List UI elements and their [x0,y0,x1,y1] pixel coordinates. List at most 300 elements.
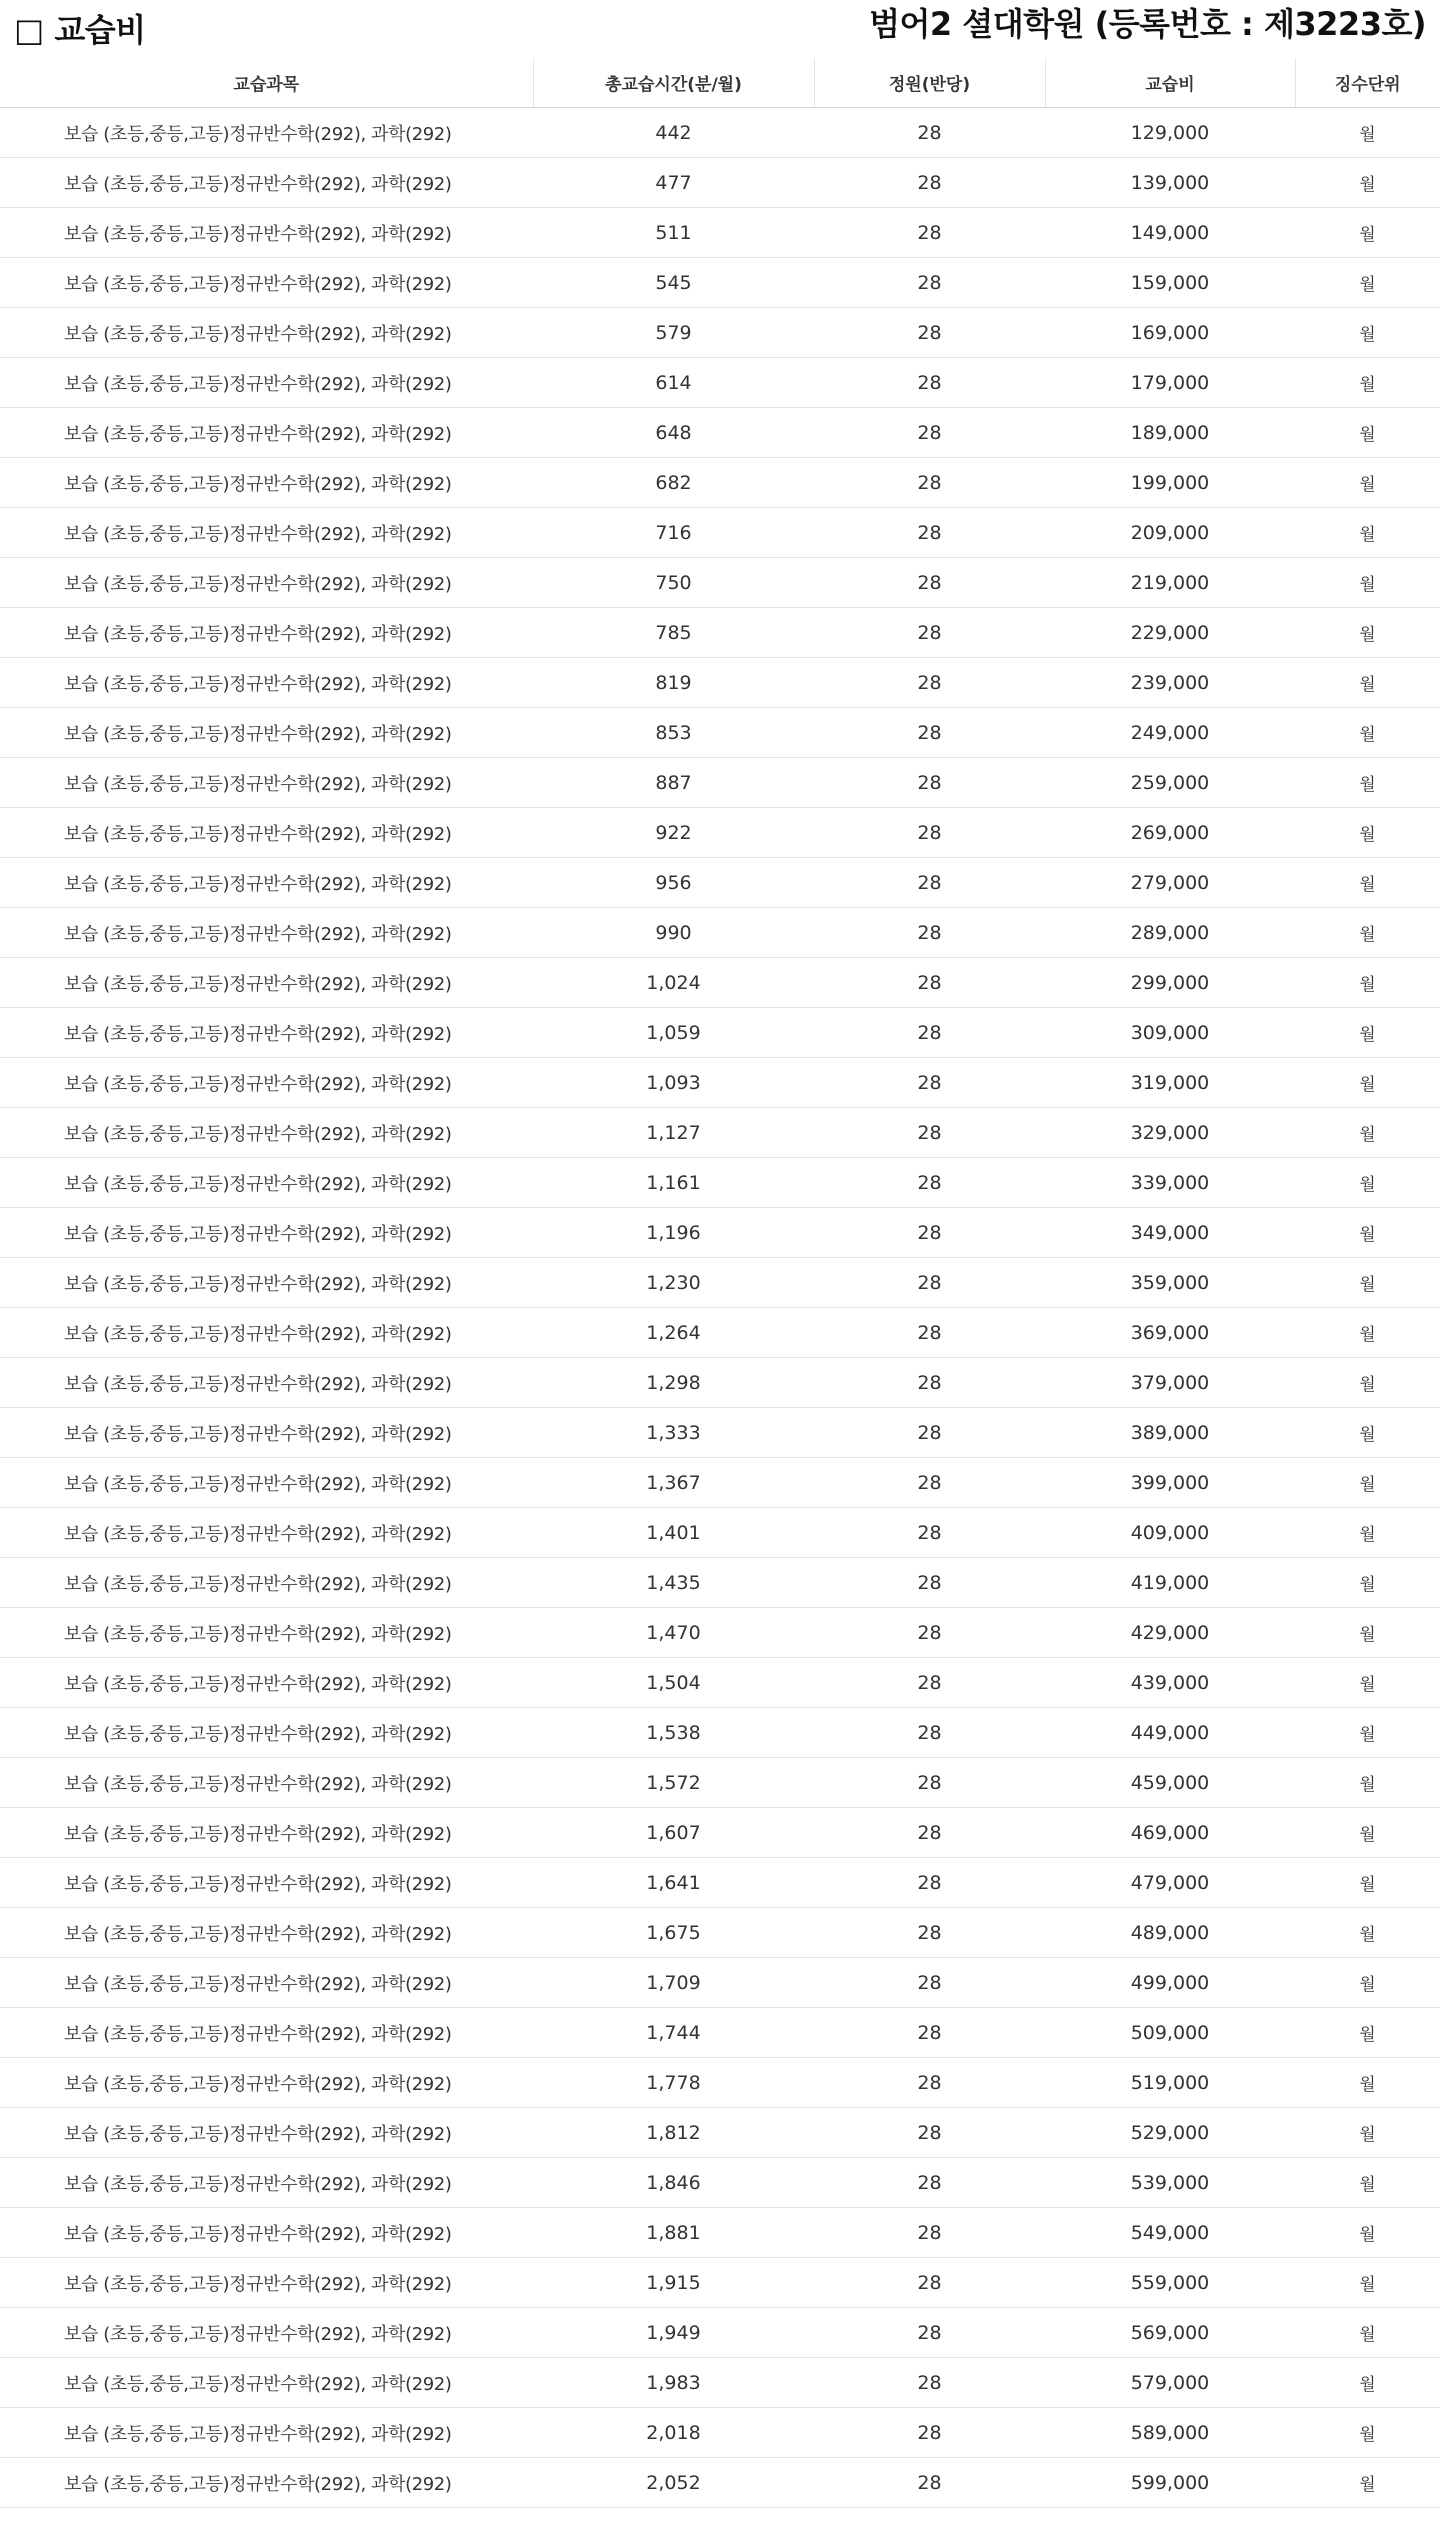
cell-billing-unit: 월 [1295,908,1440,958]
cell-billing-unit: 월 [1295,858,1440,908]
cell-total-time: 1,127 [533,1108,814,1158]
cell-total-time: 1,024 [533,958,814,1008]
table-row [0,258,1440,308]
cell-total-time: 1,641 [533,1858,814,1908]
cell-billing-unit: 월 [1295,1758,1440,1808]
table-row [0,558,1440,608]
cell-capacity: 28 [814,1258,1045,1308]
table-row [0,2208,1440,2258]
cell-billing-unit: 월 [1295,1608,1440,1658]
cell-fee: 159,000 [1045,258,1295,308]
cell-fee: 449,000 [1045,1708,1295,1758]
cell-billing-unit: 월 [1295,1458,1440,1508]
cell-capacity: 28 [814,958,1045,1008]
cell-subject: 보습 (초등,중등,고등)정규반수학(292), 과학(292) [0,608,533,658]
table-row [0,908,1440,958]
table-row [0,1608,1440,1658]
cell-capacity: 28 [814,758,1045,808]
cell-subject: 보습 (초등,중등,고등)정규반수학(292), 과학(292) [0,858,533,908]
cell-fee: 499,000 [1045,1958,1295,2008]
cell-fee: 329,000 [1045,1108,1295,1158]
cell-subject: 보습 (초등,중등,고등)정규반수학(292), 과학(292) [0,1508,533,1558]
cell-fee: 389,000 [1045,1408,1295,1458]
cell-subject: 보습 (초등,중등,고등)정규반수학(292), 과학(292) [0,2158,533,2208]
cell-capacity: 28 [814,1408,1045,1458]
cell-billing-unit: 월 [1295,308,1440,358]
cell-capacity: 28 [814,2058,1045,2108]
cell-billing-unit: 월 [1295,1558,1440,1608]
cell-fee: 359,000 [1045,1258,1295,1308]
table-row [0,1458,1440,1508]
cell-billing-unit: 월 [1295,408,1440,458]
cell-fee: 339,000 [1045,1158,1295,1208]
cell-total-time: 579 [533,308,814,358]
academy-info: 범어2 셜대학원 (등록번호 : 제3223호) [869,5,1426,43]
cell-total-time: 716 [533,508,814,558]
cell-subject: 보습 (초등,중등,고등)정규반수학(292), 과학(292) [0,208,533,258]
cell-capacity: 28 [814,658,1045,708]
cell-subject: 보습 (초등,중등,고등)정규반수학(292), 과학(292) [0,2008,533,2058]
cell-subject: 보습 (초등,중등,고등)정규반수학(292), 과학(292) [0,158,533,208]
cell-capacity: 28 [814,2158,1045,2208]
cell-fee: 279,000 [1045,858,1295,908]
cell-subject: 보습 (초등,중등,고등)정규반수학(292), 과학(292) [0,308,533,358]
cell-capacity: 28 [814,2208,1045,2258]
cell-subject: 보습 (초등,중등,고등)정규반수학(292), 과학(292) [0,1958,533,2008]
cell-capacity: 28 [814,358,1045,408]
cell-total-time: 614 [533,358,814,408]
cell-capacity: 28 [814,408,1045,458]
cell-capacity: 28 [814,2308,1045,2358]
cell-total-time: 511 [533,208,814,258]
cell-subject: 보습 (초등,중등,고등)정규반수학(292), 과학(292) [0,458,533,508]
table-row [0,808,1440,858]
cell-capacity: 28 [814,2458,1045,2508]
cell-fee: 149,000 [1045,208,1295,258]
cell-total-time: 1,504 [533,1658,814,1708]
cell-total-time: 1,538 [533,1708,814,1758]
cell-fee: 479,000 [1045,1858,1295,1908]
cell-fee: 589,000 [1045,2408,1295,2458]
cell-subject: 보습 (초등,중등,고등)정규반수학(292), 과학(292) [0,108,533,158]
cell-total-time: 1,949 [533,2308,814,2358]
cell-subject: 보습 (초등,중등,고등)정규반수학(292), 과학(292) [0,358,533,408]
table-row [0,958,1440,1008]
cell-billing-unit: 월 [1295,1108,1440,1158]
cell-capacity: 28 [814,1658,1045,1708]
cell-total-time: 1,812 [533,2108,814,2158]
cell-subject: 보습 (초등,중등,고등)정규반수학(292), 과학(292) [0,2258,533,2308]
table-row [0,1758,1440,1808]
cell-subject: 보습 (초등,중등,고등)정규반수학(292), 과학(292) [0,1008,533,1058]
cell-capacity: 28 [814,858,1045,908]
cell-billing-unit: 월 [1295,2008,1440,2058]
cell-subject: 보습 (초등,중등,고등)정규반수학(292), 과학(292) [0,1758,533,1808]
cell-capacity: 28 [814,808,1045,858]
table-row [0,1408,1440,1458]
cell-billing-unit: 월 [1295,608,1440,658]
cell-fee: 309,000 [1045,1008,1295,1058]
cell-capacity: 28 [814,1908,1045,1958]
cell-capacity: 28 [814,1558,1045,1608]
cell-capacity: 28 [814,158,1045,208]
table-row [0,458,1440,508]
cell-billing-unit: 월 [1295,2358,1440,2408]
cell-total-time: 1,915 [533,2258,814,2308]
cell-total-time: 648 [533,408,814,458]
cell-total-time: 1,059 [533,1008,814,1058]
cell-billing-unit: 월 [1295,708,1440,758]
cell-subject: 보습 (초등,중등,고등)정규반수학(292), 과학(292) [0,2358,533,2408]
cell-subject: 보습 (초등,중등,고등)정규반수학(292), 과학(292) [0,1558,533,1608]
cell-billing-unit: 월 [1295,1308,1440,1358]
table-row [0,158,1440,208]
cell-subject: 보습 (초등,중등,고등)정규반수학(292), 과학(292) [0,658,533,708]
cell-total-time: 682 [533,458,814,508]
cell-fee: 439,000 [1045,1658,1295,1708]
cell-capacity: 28 [814,1458,1045,1508]
cell-capacity: 28 [814,108,1045,158]
cell-billing-unit: 월 [1295,2108,1440,2158]
cell-subject: 보습 (초등,중등,고등)정규반수학(292), 과학(292) [0,2408,533,2458]
table-row [0,1808,1440,1858]
cell-capacity: 28 [814,258,1045,308]
cell-capacity: 28 [814,1508,1045,1558]
table-row [0,1908,1440,1958]
cell-billing-unit: 월 [1295,1008,1440,1058]
cell-fee: 209,000 [1045,508,1295,558]
cell-billing-unit: 월 [1295,2258,1440,2308]
table-row [0,1208,1440,1258]
cell-subject: 보습 (초등,중등,고등)정규반수학(292), 과학(292) [0,758,533,808]
section-title: □ 교습비 [14,11,146,49]
cell-subject: 보습 (초등,중등,고등)정규반수학(292), 과학(292) [0,908,533,958]
cell-fee: 469,000 [1045,1808,1295,1858]
table-row [0,708,1440,758]
cell-fee: 129,000 [1045,108,1295,158]
cell-billing-unit: 월 [1295,808,1440,858]
cell-capacity: 28 [814,1858,1045,1908]
table-row [0,1108,1440,1158]
cell-subject: 보습 (초등,중등,고등)정규반수학(292), 과학(292) [0,2208,533,2258]
table-row [0,208,1440,258]
cell-capacity: 28 [814,1358,1045,1408]
cell-fee: 269,000 [1045,808,1295,858]
table-row [0,1508,1440,1558]
cell-capacity: 28 [814,1958,1045,2008]
cell-capacity: 28 [814,2408,1045,2458]
cell-total-time: 819 [533,658,814,708]
cell-billing-unit: 월 [1295,2058,1440,2108]
cell-subject: 보습 (초등,중등,고등)정규반수학(292), 과학(292) [0,1158,533,1208]
cell-total-time: 1,161 [533,1158,814,1208]
cell-billing-unit: 월 [1295,1808,1440,1858]
cell-capacity: 28 [814,1308,1045,1358]
cell-fee: 409,000 [1045,1508,1295,1558]
cell-billing-unit: 월 [1295,1358,1440,1408]
cell-total-time: 990 [533,908,814,958]
cell-subject: 보습 (초등,중등,고등)정규반수학(292), 과학(292) [0,1308,533,1358]
cell-capacity: 28 [814,458,1045,508]
cell-capacity: 28 [814,1608,1045,1658]
cell-capacity: 28 [814,308,1045,358]
cell-total-time: 1,401 [533,1508,814,1558]
cell-total-time: 1,572 [533,1758,814,1808]
cell-subject: 보습 (초등,중등,고등)정규반수학(292), 과학(292) [0,2058,533,2108]
cell-fee: 239,000 [1045,658,1295,708]
cell-subject: 보습 (초등,중등,고등)정규반수학(292), 과학(292) [0,2458,533,2508]
table-row [0,308,1440,358]
cell-subject: 보습 (초등,중등,고등)정규반수학(292), 과학(292) [0,1608,533,1658]
tuition-fee-table [0,58,1440,2508]
cell-billing-unit: 월 [1295,1908,1440,1958]
cell-fee: 259,000 [1045,758,1295,808]
cell-fee: 399,000 [1045,1458,1295,1508]
table-row [0,608,1440,658]
table-row [0,2058,1440,2108]
cell-subject: 보습 (초등,중등,고등)정규반수학(292), 과학(292) [0,508,533,558]
table-row [0,1658,1440,1708]
cell-total-time: 1,435 [533,1558,814,1608]
header-row [0,58,1440,108]
cell-subject: 보습 (초등,중등,고등)정규반수학(292), 과학(292) [0,1458,533,1508]
page-header [0,0,1440,58]
cell-billing-unit: 월 [1295,2158,1440,2208]
cell-fee: 579,000 [1045,2358,1295,2408]
cell-fee: 349,000 [1045,1208,1295,1258]
cell-billing-unit: 월 [1295,258,1440,308]
cell-fee: 249,000 [1045,708,1295,758]
cell-billing-unit: 월 [1295,1708,1440,1758]
cell-total-time: 1,196 [533,1208,814,1258]
cell-total-time: 1,607 [533,1808,814,1858]
cell-billing-unit: 월 [1295,1258,1440,1308]
cell-subject: 보습 (초등,중등,고등)정규반수학(292), 과학(292) [0,1658,533,1708]
cell-billing-unit: 월 [1295,958,1440,1008]
cell-total-time: 1,675 [533,1908,814,1958]
cell-subject: 보습 (초등,중등,고등)정규반수학(292), 과학(292) [0,258,533,308]
cell-total-time: 2,052 [533,2458,814,2508]
table-row [0,1058,1440,1108]
cell-total-time: 1,983 [533,2358,814,2408]
table-row [0,1008,1440,1058]
cell-billing-unit: 월 [1295,1408,1440,1458]
table-row [0,658,1440,708]
cell-fee: 429,000 [1045,1608,1295,1658]
cell-billing-unit: 월 [1295,158,1440,208]
cell-total-time: 1,709 [533,1958,814,2008]
cell-fee: 459,000 [1045,1758,1295,1808]
cell-billing-unit: 월 [1295,2408,1440,2458]
cell-capacity: 28 [814,2258,1045,2308]
cell-capacity: 28 [814,1708,1045,1758]
cell-total-time: 1,367 [533,1458,814,1508]
cell-total-time: 1,881 [533,2208,814,2258]
cell-total-time: 922 [533,808,814,858]
cell-billing-unit: 월 [1295,208,1440,258]
table-row [0,408,1440,458]
cell-fee: 509,000 [1045,2008,1295,2058]
cell-fee: 419,000 [1045,1558,1295,1608]
cell-fee: 559,000 [1045,2258,1295,2308]
cell-billing-unit: 월 [1295,1958,1440,2008]
cell-total-time: 477 [533,158,814,208]
cell-subject: 보습 (초등,중등,고등)정규반수학(292), 과학(292) [0,1858,533,1908]
cell-total-time: 750 [533,558,814,608]
cell-fee: 549,000 [1045,2208,1295,2258]
cell-fee: 379,000 [1045,1358,1295,1408]
cell-total-time: 853 [533,708,814,758]
cell-total-time: 442 [533,108,814,158]
cell-capacity: 28 [814,2358,1045,2408]
table-row [0,2158,1440,2208]
cell-fee: 319,000 [1045,1058,1295,1108]
table-row [0,758,1440,808]
table-row [0,2108,1440,2158]
cell-billing-unit: 월 [1295,2208,1440,2258]
cell-total-time: 545 [533,258,814,308]
cell-subject: 보습 (초등,중등,고등)정규반수학(292), 과학(292) [0,808,533,858]
cell-capacity: 28 [814,2008,1045,2058]
cell-fee: 519,000 [1045,2058,1295,2108]
cell-billing-unit: 월 [1295,2308,1440,2358]
table-row [0,508,1440,558]
column-header-total-time: 총교습시간(분/월) [533,58,814,108]
cell-total-time: 1,093 [533,1058,814,1108]
cell-billing-unit: 월 [1295,1858,1440,1908]
cell-capacity: 28 [814,1158,1045,1208]
table-row [0,2258,1440,2308]
cell-fee: 539,000 [1045,2158,1295,2208]
table-row [0,1708,1440,1758]
table-row [0,108,1440,158]
table-row [0,2008,1440,2058]
column-header-billing-unit: 징수단위 [1295,58,1440,108]
cell-billing-unit: 월 [1295,1658,1440,1708]
cell-billing-unit: 월 [1295,658,1440,708]
cell-fee: 299,000 [1045,958,1295,1008]
table-row [0,358,1440,408]
cell-billing-unit: 월 [1295,2458,1440,2508]
cell-subject: 보습 (초등,중등,고등)정규반수학(292), 과학(292) [0,1258,533,1308]
cell-billing-unit: 월 [1295,508,1440,558]
cell-subject: 보습 (초등,중등,고등)정규반수학(292), 과학(292) [0,1708,533,1758]
cell-subject: 보습 (초등,중등,고등)정규반수학(292), 과학(292) [0,2108,533,2158]
cell-billing-unit: 월 [1295,1158,1440,1208]
cell-subject: 보습 (초등,중등,고등)정규반수학(292), 과학(292) [0,408,533,458]
cell-subject: 보습 (초등,중등,고등)정규반수학(292), 과학(292) [0,558,533,608]
cell-capacity: 28 [814,558,1045,608]
cell-subject: 보습 (초등,중등,고등)정규반수학(292), 과학(292) [0,1908,533,1958]
cell-subject: 보습 (초등,중등,고등)정규반수학(292), 과학(292) [0,1058,533,1108]
cell-total-time: 1,264 [533,1308,814,1358]
cell-fee: 489,000 [1045,1908,1295,1958]
cell-subject: 보습 (초등,중등,고등)정규반수학(292), 과학(292) [0,1358,533,1408]
cell-capacity: 28 [814,708,1045,758]
cell-total-time: 1,333 [533,1408,814,1458]
cell-capacity: 28 [814,1008,1045,1058]
cell-capacity: 28 [814,1808,1045,1858]
table-row [0,2308,1440,2358]
cell-billing-unit: 월 [1295,358,1440,408]
table-row [0,1308,1440,1358]
table-row [0,858,1440,908]
cell-fee: 229,000 [1045,608,1295,658]
table-header [0,58,1440,108]
table-row [0,1258,1440,1308]
cell-capacity: 28 [814,2108,1045,2158]
cell-fee: 199,000 [1045,458,1295,508]
cell-capacity: 28 [814,608,1045,658]
cell-total-time: 1,778 [533,2058,814,2108]
cell-subject: 보습 (초등,중등,고등)정규반수학(292), 과학(292) [0,1108,533,1158]
cell-fee: 369,000 [1045,1308,1295,1358]
cell-fee: 289,000 [1045,908,1295,958]
cell-capacity: 28 [814,1108,1045,1158]
cell-billing-unit: 월 [1295,758,1440,808]
cell-subject: 보습 (초등,중등,고등)정규반수학(292), 과학(292) [0,2308,533,2358]
cell-billing-unit: 월 [1295,1208,1440,1258]
cell-fee: 219,000 [1045,558,1295,608]
cell-total-time: 785 [533,608,814,658]
table-row [0,1558,1440,1608]
cell-fee: 139,000 [1045,158,1295,208]
cell-subject: 보습 (초등,중등,고등)정규반수학(292), 과학(292) [0,1408,533,1458]
cell-capacity: 28 [814,508,1045,558]
cell-total-time: 1,846 [533,2158,814,2208]
cell-capacity: 28 [814,1208,1045,1258]
cell-capacity: 28 [814,208,1045,258]
cell-subject: 보습 (초등,중등,고등)정규반수학(292), 과학(292) [0,1808,533,1858]
cell-billing-unit: 월 [1295,458,1440,508]
table-row [0,1158,1440,1208]
cell-capacity: 28 [814,1058,1045,1108]
cell-total-time: 956 [533,858,814,908]
cell-billing-unit: 월 [1295,108,1440,158]
cell-total-time: 2,018 [533,2408,814,2458]
cell-total-time: 1,298 [533,1358,814,1408]
cell-billing-unit: 월 [1295,1508,1440,1558]
cell-capacity: 28 [814,908,1045,958]
cell-fee: 599,000 [1045,2458,1295,2508]
cell-total-time: 1,744 [533,2008,814,2058]
cell-subject: 보습 (초등,중등,고등)정규반수학(292), 과학(292) [0,958,533,1008]
table-row [0,1958,1440,2008]
table-row [0,2408,1440,2458]
table-row [0,2358,1440,2408]
column-header-capacity: 정원(반당) [814,58,1045,108]
table-row [0,1858,1440,1908]
table-row [0,1358,1440,1408]
cell-subject: 보습 (초등,중등,고등)정규반수학(292), 과학(292) [0,1208,533,1258]
cell-total-time: 1,470 [533,1608,814,1658]
cell-billing-unit: 월 [1295,558,1440,608]
cell-fee: 569,000 [1045,2308,1295,2358]
cell-fee: 169,000 [1045,308,1295,358]
cell-fee: 529,000 [1045,2108,1295,2158]
table-row [0,2458,1440,2508]
column-header-subject: 교습과목 [0,58,533,108]
cell-capacity: 28 [814,1758,1045,1808]
column-header-fee: 교습비 [1045,58,1295,108]
cell-total-time: 1,230 [533,1258,814,1308]
cell-subject: 보습 (초등,중등,고등)정규반수학(292), 과학(292) [0,708,533,758]
cell-total-time: 887 [533,758,814,808]
cell-fee: 189,000 [1045,408,1295,458]
table-body [0,108,1440,2508]
cell-fee: 179,000 [1045,358,1295,408]
cell-billing-unit: 월 [1295,1058,1440,1108]
